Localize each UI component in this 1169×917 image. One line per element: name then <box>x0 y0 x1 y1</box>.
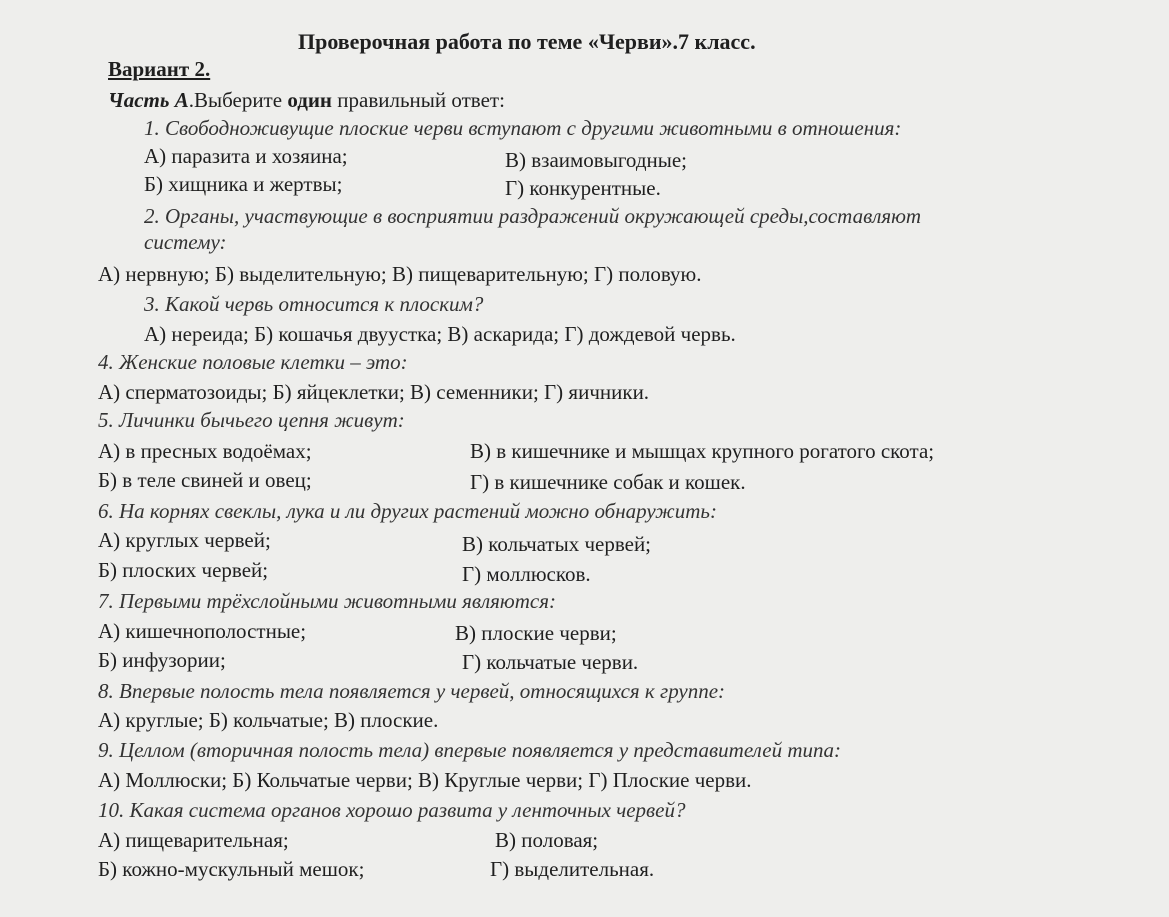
question-9: 9. Целлом (вторичная полость тела) впервые появляется у представителей типа: <box>98 738 842 762</box>
q5-answer-a: А) в пресных водоёмах; <box>98 439 312 463</box>
q1-answer-a: А) паразита и хозяина; <box>144 144 348 168</box>
part-bold: один <box>287 88 333 112</box>
question-10: 10. Какая система органов хорошо развита у ленточных червей? <box>98 798 686 822</box>
question-8: 8. Впервые полость тела появляется у червей, относящихся к группе: <box>98 679 726 703</box>
q1-answer-g: Г) конкурентные. <box>505 176 661 200</box>
question-7: 7. Первыми трёхслойными животными являются: <box>98 589 556 613</box>
q10-answer-v: В) половая; <box>495 828 599 852</box>
page-title: Проверочная работа по теме «Черви».7 класс. <box>298 29 756 54</box>
q6-answer-v: В) кольчатых червей; <box>462 532 652 556</box>
q6-answer-a: А) круглых червей; <box>98 528 271 552</box>
q9-answers: А) Моллюски; Б) Кольчатые черви; В) Круглые черви; Г) Плоские черви. <box>98 768 752 792</box>
q7-answer-g: Г) кольчатые черви. <box>462 650 639 674</box>
q8-answers: А) круглые; Б) кольчатые; В) плоские. <box>98 708 439 732</box>
q1-answer-v: В) взаимовыгодные; <box>505 148 688 172</box>
q6-answer-g: Г) моллюсков. <box>462 562 591 586</box>
part-post: правильный ответ: <box>332 88 505 112</box>
question-1: 1. Свободноживущие плоские черви вступают с другими животными в отношения: <box>144 116 902 140</box>
q10-answer-g: Г) выделительная. <box>490 857 655 881</box>
variant-label: Вариант 2. <box>108 57 211 81</box>
part-label: Часть А <box>108 88 189 112</box>
q5-answer-b: Б) в теле свиней и овец; <box>98 468 312 492</box>
q7-answer-v: В) плоские черви; <box>455 621 617 645</box>
part-pre: .Выберите <box>188 88 288 112</box>
question-4: 4. Женские половые клетки – это: <box>98 350 408 374</box>
question-5: 5. Личинки бычьего цепня живут: <box>98 408 405 432</box>
question-6: 6. На корнях свеклы, лука и ли других растений можно обнаружить: <box>98 499 717 523</box>
question-2-line2: систему: <box>144 230 227 254</box>
q7-answer-a: А) кишечнополостные; <box>98 619 307 643</box>
q10-answer-b: Б) кожно-мускульный мешок; <box>98 857 365 881</box>
q5-answer-g: Г) в кишечнике собак и кошек. <box>470 470 746 494</box>
question-3: 3. Какой червь относится к плоским? <box>144 292 484 316</box>
q1-answer-b: Б) хищника и жертвы; <box>144 172 343 196</box>
q4-answers: А) сперматозоиды; Б) яйцеклетки; В) семенники; Г) яичники. <box>98 380 650 404</box>
question-2-line1: 2. Органы, участвующие в восприятии раздражений окружающей среды,составляют <box>144 204 922 228</box>
q2-answers: А) нервную; Б) выделительную; В) пищеварительную; Г) половую. <box>98 262 702 286</box>
q6-answer-b: Б) плоских червей; <box>98 558 269 582</box>
q5-answer-v: В) в кишечнике и мышцах крупного рогатого скота; <box>470 439 935 463</box>
part-heading <box>108 86 505 114</box>
q10-answer-a: А) пищеварительная; <box>98 828 289 852</box>
q7-answer-b: Б) инфузории; <box>98 648 226 672</box>
q3-answers: А) нереида; Б) кошачья двуустка; В) аскарида; Г) дождевой червь. <box>144 322 736 346</box>
